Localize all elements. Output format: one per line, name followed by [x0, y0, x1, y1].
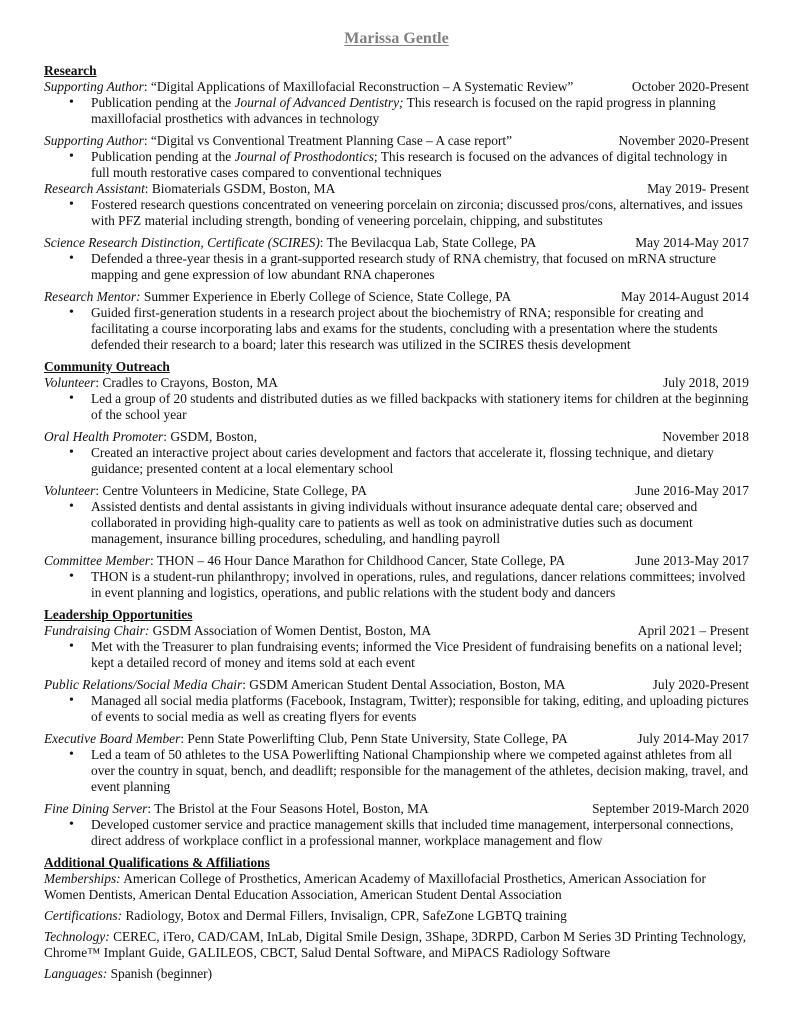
entry-org: : GSDM, Boston, [163, 429, 258, 444]
entry-date: June 2013-May 2017 [635, 553, 749, 568]
entry-date: September 2019-March 2020 [592, 801, 749, 816]
bullet-item: • THON is a student-run philanthropy; involved in operations, rules, and regulations, dancer relations committees; involved in event planning and logistics, operations, and public relations with the student body and dancers [91, 569, 749, 601]
qualification-text: Spanish (beginner) [107, 966, 213, 981]
leadership-entry [44, 731, 749, 795]
resume-page [44, 30, 749, 988]
qualification-certifications [44, 908, 749, 924]
qualification-languages [44, 966, 749, 982]
entry-bullets [44, 569, 749, 601]
community-entry [44, 553, 749, 601]
entry-org: : Centre Volunteers in Medicine, State College, PA [95, 483, 367, 498]
entry-bullets [44, 445, 749, 477]
entry-date: June 2016-May 2017 [635, 483, 749, 498]
entry-bullets [44, 149, 749, 181]
entry-org: : The Bristol at the Four Seasons Hotel, Boston, MA [147, 801, 429, 816]
entry-header [44, 623, 749, 639]
entry-role: Committee Member [44, 553, 150, 568]
entry-org: GSDM Association of Women Dentist, Boston, MA [149, 623, 432, 638]
qualification-text: CEREC, iTero, CAD/CAM, InLab, Digital Smile Design, 3Shape, 3DRPD, Carbon M Series 3D Printing Technology, Chrome™ Implant Guide, GALILEOS, CBCT, Salud Dental Software, and MiPACS Radiology Software [44, 929, 747, 960]
research-entry [44, 133, 749, 181]
entry-header [44, 133, 749, 149]
qualification-technology [44, 929, 749, 961]
entry-org: : Cradles to Crayons, Boston, MA [95, 375, 278, 390]
entry-header [44, 677, 749, 693]
bullet-text: This research is focused on the rapid progress in planning maxillofacial prosthetics with advances in technology [91, 95, 716, 126]
leadership-entry [44, 677, 749, 725]
leadership-entry [44, 801, 749, 849]
entry-header [44, 483, 749, 499]
bullet-item: • Managed all social media platforms (Facebook, Instagram, Twitter); responsible for taking, editing, and uploading pictures of events to social media as well as creating flyers for events [91, 693, 749, 725]
entry-role: Supporting Author [44, 133, 144, 148]
entry-header [44, 79, 749, 95]
entry-role: Executive Board Member [44, 731, 181, 746]
section-heading-leadership: Leadership Opportunities [44, 607, 193, 622]
entry-header [44, 553, 749, 569]
qualification-label: Technology: [44, 929, 110, 944]
bullet-text: Publication pending at the [91, 95, 235, 110]
entry-bullets [44, 197, 749, 229]
entry-bullets [44, 251, 749, 283]
entry-org: : Penn State Powerlifting Club, Penn State University, State College, PA [180, 731, 568, 746]
entry-header [44, 429, 749, 445]
bullet-item: • Developed customer service and practice management skills that included time management, interpersonal connections, direct address of workplace conflict in a professional manner, workplace management and flow [91, 817, 749, 849]
bullet-item: • Fostered research questions concentrated on veneering porcelain on zirconia; discussed pros/cons, alternatives, and issues with PFZ material including strength, bonding of veneering porcelain, chipping, and substitutes [91, 197, 749, 229]
entry-role: Science Research Distinction, Certificate (SCIRES) [44, 235, 320, 250]
section-leadership [44, 607, 749, 849]
bullet-text: ; This research is focused on the advances of digital technology in full mouth restorative cases compared to conventional techniques [91, 149, 728, 180]
entry-date: November 2018 [662, 429, 749, 444]
entry-header [44, 801, 749, 817]
entry-date: July 2014-May 2017 [637, 731, 749, 746]
research-entry [44, 289, 749, 353]
bullet-item: • Created an interactive project about caries development and factors that accelerate it, flossing technique, and dietary guidance; presented content at a local elementary school [91, 445, 749, 477]
entry-date: July 2018, 2019 [663, 375, 749, 390]
entry-role: Supporting Author [44, 79, 144, 94]
journal-name: Journal of Advanced Dentistry; [234, 95, 404, 110]
entry-date: May 2014-May 2017 [635, 235, 749, 250]
research-entry [44, 79, 749, 127]
section-heading-research: Research [44, 63, 97, 78]
qualification-label: Languages: [44, 966, 108, 981]
entry-org: : THON – 46 Hour Dance Marathon for Childhood Cancer, State College, PA [149, 553, 566, 568]
section-additional-qualifications [44, 855, 749, 982]
entry-date: May 2019- Present [647, 181, 749, 196]
qualification-memberships [44, 871, 749, 903]
section-community-outreach [44, 359, 749, 601]
bullet-item: • Guided first-generation students in a research project about the biochemistry of RNA; responsible for creating and facilitating a course incorporating labs and exams for the students, concluding with a presentation where the students defended their research to a board; later this research was utilized in the SCIRES thesis development [91, 305, 749, 353]
entry-bullets [44, 499, 749, 547]
entry-date: November 2020-Present [618, 133, 749, 148]
entry-bullets [44, 95, 749, 127]
bullet-item: • Assisted dentists and dental assistants in giving individuals without insurance adequate dental care; observed and collaborated in providing high-quality care to patients as well as took on administrative duties such as document management, insurance billing procedures, scheduling, and handling payroll [91, 499, 749, 547]
entry-header [44, 235, 749, 251]
qualification-text: Radiology, Botox and Dermal Fillers, Invisalign, CPR, SafeZone LGBTQ training [122, 908, 567, 923]
entry-org: : The Bevilacqua Lab, State College, PA [319, 235, 537, 250]
community-entry [44, 429, 749, 477]
entry-org: : Biomaterials GSDM, Boston, MA [144, 181, 336, 196]
section-research [44, 63, 749, 353]
bullet-item [91, 149, 749, 181]
entry-org: Summer Experience in Eberly College of Science, State College, PA [140, 289, 512, 304]
entry-role: Fundraising Chair: [44, 623, 150, 638]
entry-role: Public Relations/Social Media Chair [44, 677, 243, 692]
qualification-label: Certifications: [44, 908, 123, 923]
entry-date: July 2020-Present [652, 677, 749, 692]
research-entry [44, 235, 749, 283]
bullet-item: • Led a group of 20 students and distributed duties as we filled backpacks with stationery items for children at the beginning of the school year [91, 391, 749, 423]
qualification-label: Memberships: [44, 871, 121, 886]
leadership-entry [44, 623, 749, 671]
entry-org: : GSDM American Student Dental Association, Boston, MA [242, 677, 566, 692]
bullet-item: • Led a team of 50 athletes to the USA Powerlifting National Championship where we competed against athletes from all over the country in squat, bench, and deadlift; responsible for the management of the athletes, decision making, travel, and event planning [91, 747, 749, 795]
bullet-item: • Met with the Treasurer to plan fundraising events; informed the Vice President of fundraising benefits on a national level; kept a detailed record of money and items sold at each event [91, 639, 749, 671]
entry-bullets [44, 693, 749, 725]
entry-date: October 2020-Present [631, 79, 749, 94]
entry-bullets [44, 817, 749, 849]
resume-name-title: Marissa Gentle [344, 30, 449, 47]
qualification-text: American College of Prosthetics, American Academy of Maxillofacial Prosthetics, American Association for Women Dentists, American Dental Education Association, American Student Dental Association [44, 871, 706, 902]
journal-name: Journal of Prosthodontics [234, 149, 374, 164]
entry-bullets [44, 747, 749, 795]
entry-date: April 2021 – Present [637, 623, 749, 638]
community-entry [44, 483, 749, 547]
entry-header [44, 181, 749, 197]
entry-bullets [44, 305, 749, 353]
bullet-text: Publication pending at the [91, 149, 235, 164]
entry-header [44, 289, 749, 305]
research-entry [44, 181, 749, 229]
entry-org: : “Digital Applications of Maxillofacial Reconstruction – A Systematic Review” [143, 79, 574, 94]
entry-header [44, 731, 749, 747]
section-heading-community-outreach: Community Outreach [44, 359, 170, 374]
entry-org: : “Digital vs Conventional Treatment Planning Case – A case report” [143, 133, 513, 148]
section-heading-additional-qualifications: Additional Qualifications & Affiliations [44, 855, 270, 870]
entry-bullets [44, 639, 749, 671]
entry-role: Volunteer [44, 483, 96, 498]
entry-role: Research Mentor: [44, 289, 141, 304]
entry-bullets [44, 391, 749, 423]
bullet-item [91, 95, 749, 127]
entry-role: Volunteer [44, 375, 96, 390]
entry-date: May 2014-August 2014 [621, 289, 749, 304]
community-entry [44, 375, 749, 423]
entry-role: Research Assistant [44, 181, 145, 196]
bullet-item: • Defended a three-year thesis in a grant-supported research study of RNA chemistry, that focused on mRNA structure mapping and gene expression of low abundant RNA chaperones [91, 251, 749, 283]
entry-header [44, 375, 749, 391]
entry-role: Oral Health Promoter [44, 429, 164, 444]
entry-role: Fine Dining Server [44, 801, 148, 816]
